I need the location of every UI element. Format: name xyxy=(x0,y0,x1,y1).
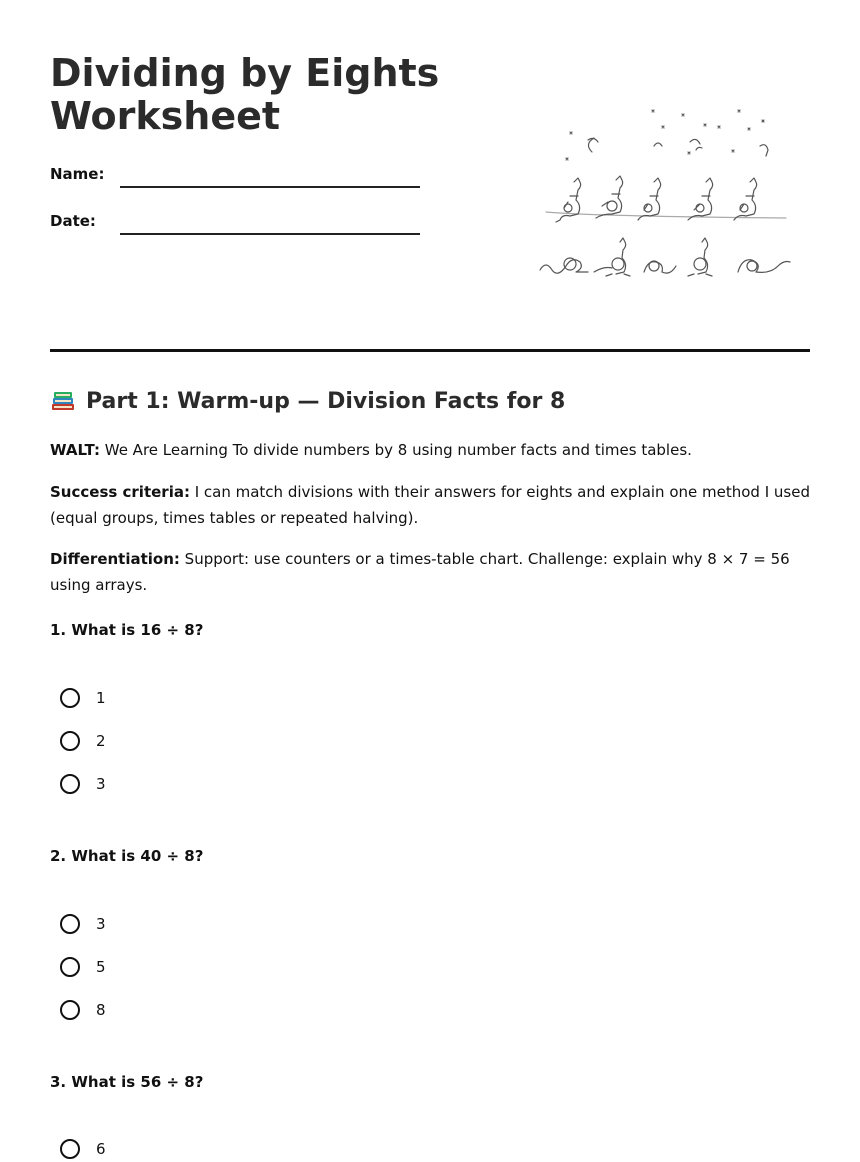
radio-button[interactable] xyxy=(60,1000,80,1020)
question-2-option-3[interactable] xyxy=(60,997,106,1023)
success-criteria-text: I can match divisions with their answers for eights and explain one method I used (equal groups, times tables or repeated halving). xyxy=(50,483,810,527)
section-title-text: Part 1: Warm-up — Division Facts for 8 xyxy=(86,388,566,414)
differentiation-label: Differentiation: xyxy=(50,550,180,568)
question-1-option-2[interactable] xyxy=(60,728,106,754)
success-criteria-paragraph xyxy=(50,479,810,531)
section-divider xyxy=(50,349,810,352)
radio-button[interactable] xyxy=(60,688,80,708)
option-label: 3 xyxy=(96,775,106,793)
question-2: 2. What is 40 ÷ 8? xyxy=(50,847,204,865)
question-1-option-3[interactable] xyxy=(60,771,106,797)
option-label: 2 xyxy=(96,732,106,750)
title-line-2: Worksheet xyxy=(50,94,281,138)
option-label: 3 xyxy=(96,915,106,933)
kangaroo-illustration xyxy=(538,100,798,290)
page-title xyxy=(50,52,470,138)
name-field xyxy=(50,165,430,189)
books-icon xyxy=(50,388,76,414)
question-2-option-1[interactable] xyxy=(60,911,106,937)
date-field xyxy=(50,212,430,236)
walt-paragraph xyxy=(50,437,810,463)
differentiation-text: Support: use counters or a times-table chart. Challenge: explain why 8 × 7 = 56 using arrays. xyxy=(50,550,790,594)
date-input-line[interactable] xyxy=(120,233,420,235)
option-label: 8 xyxy=(96,1001,106,1019)
radio-button[interactable] xyxy=(60,731,80,751)
radio-button[interactable] xyxy=(60,1139,80,1159)
success-criteria-label: Success criteria: xyxy=(50,483,190,501)
differentiation-paragraph xyxy=(50,546,810,598)
question-2-option-2[interactable] xyxy=(60,954,106,980)
radio-button[interactable] xyxy=(60,957,80,977)
option-label: 6 xyxy=(96,1140,106,1158)
option-label: 1 xyxy=(96,689,106,707)
kangaroo-row-1 xyxy=(546,176,786,222)
question-3: 3. What is 56 ÷ 8? xyxy=(50,1073,204,1091)
stars-decoration xyxy=(566,110,764,160)
radio-button[interactable] xyxy=(60,774,80,794)
question-3-option-1[interactable] xyxy=(60,1136,106,1162)
walt-text: We Are Learning To divide numbers by 8 using number facts and times tables. xyxy=(99,441,692,459)
question-1: 1. What is 16 ÷ 8? xyxy=(50,621,204,639)
title-line-1: Dividing by Eights xyxy=(50,51,440,95)
kangaroo-row-2 xyxy=(540,238,790,276)
radio-button[interactable] xyxy=(60,914,80,934)
date-label: Date: xyxy=(50,212,96,230)
walt-label: WALT: xyxy=(50,441,100,459)
section-title xyxy=(50,388,565,414)
question-1-option-1[interactable] xyxy=(60,685,106,711)
name-input-line[interactable] xyxy=(120,186,420,188)
name-label: Name: xyxy=(50,165,105,183)
option-label: 5 xyxy=(96,958,106,976)
